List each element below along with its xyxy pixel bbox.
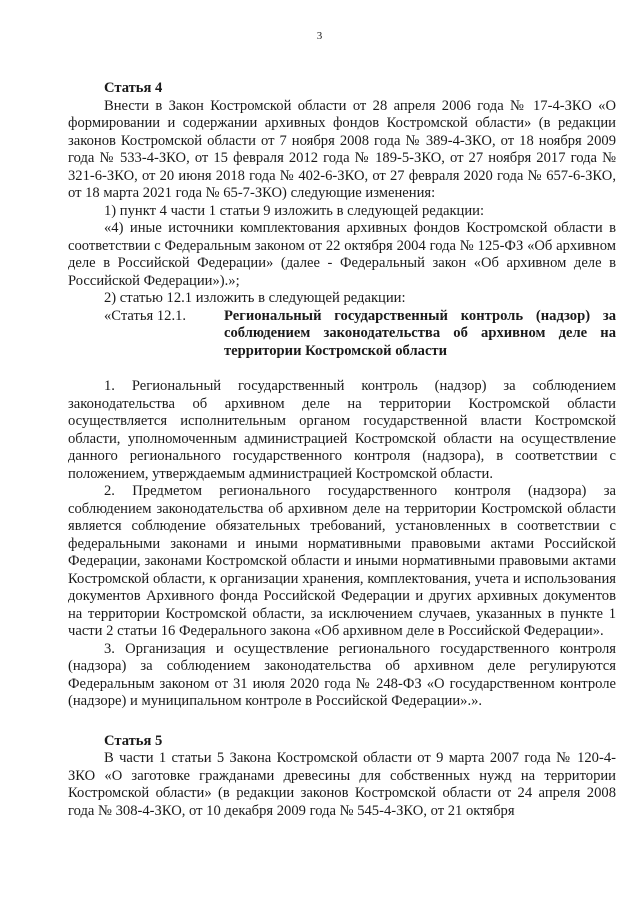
- article-4-item-2: 2) статью 12.1 изложить в следующей редакции:: [104, 290, 406, 306]
- article-12-1-para-2: 2. Предметом регионального государственного контроля (надзора) за соблюдением законодательства об архивном деле на территории Костромской области является соблюдение обязательных требований, установленных в соответствии с федеральными законами и иными нормативными правовыми актами Российской Федерации, законами Костромской области и иными нормативными правовыми актами Костромской области, к организации хранения, комплектования, учета и использования документов Архивного фонда Российской Федерации и других архивных документов на территории Костромской области, за исключением случаев, указанных в пункте 1 части 2 статьи 16 Федерального закона «Об архивном деле в Российской Федерации».: [68, 483, 616, 639]
- article-4-intro: Внести в Закон Костромской области от 28 апреля 2006 года № 17-4-ЗКО «О формировании и содержании архивных фондов Костромской области» (в редакции законов Костромской области от 7 ноября 2008 года № 389-4-ЗКО, от 18 ноября 2009 года № 533-4-ЗКО, от 15 февраля 2012 года № 189-5-ЗКО, от 27 ноября 2017 года № 321-6-ЗКО, от 20 июня 2018 года № 402-6-ЗКО, от 27 февраля 2020 года № 657-6-ЗКО, от 18 марта 2021 года № 65-7-ЗКО) следующие изменения:: [68, 97, 616, 201]
- article-12-1-header: [68, 308, 616, 361]
- article-12-1-para-3: 3. Организация и осуществление регионального государственного контроля (надзора) за соблюдением законодательства об архивном деле регулируются Федеральным законом от 31 июля 2020 года № 248-ФЗ «О государственном контроле (надзоре) и муниципальном контроле в Российской Федерации».».: [68, 640, 616, 709]
- article-5-intro: В части 1 статьи 5 Закона Костромской области от 9 марта 2007 года № 120-4-ЗКО «О заготовке гражданами древесины для собственных нужд на территории Костромской области» (в редакции законов Костромской области от 24 апреля 2008 года № 308-4-ЗКО, от 10 декабря 2009 года № 545-4-ЗКО, от 21 октября: [68, 750, 616, 819]
- page-number: 3: [316, 30, 323, 42]
- article-12-1-title: Региональный государственный контроль (надзор) за соблюдением законодательства об архивном деле на территории Костромской области: [224, 307, 616, 359]
- article-5-heading: Статья 5: [104, 732, 163, 749]
- page-content: [68, 80, 616, 820]
- article-12-1-para-1: 1. Региональный государственный контроль (надзор) за соблюдением законодательства об архивном деле на территории Костромской области осуществляется исполнительным органом государственной власти Костромской области, уполномоченным администрацией Костромской области на осуществление данного регионального государственного контроля (надзора), в соответствии с положением, утверждаемым администрацией Костромской области.: [68, 378, 616, 482]
- article-12-1-label: «Статья 12.1.: [104, 307, 187, 324]
- article-4-item-1-text: «4) иные источники комплектования архивных фондов Костромской области в соответствии с Федеральным законом от 22 октября 2004 года № 125-ФЗ «Об архивном деле в Российской Федерации» (далее - Федеральный закон «Об архивном деле в Российской Федерации»).»;: [68, 220, 616, 289]
- article-4-heading: Статья 4: [104, 80, 163, 96]
- article-4-item-1: 1) пункт 4 части 1 статьи 9 изложить в следующей редакции:: [104, 202, 485, 219]
